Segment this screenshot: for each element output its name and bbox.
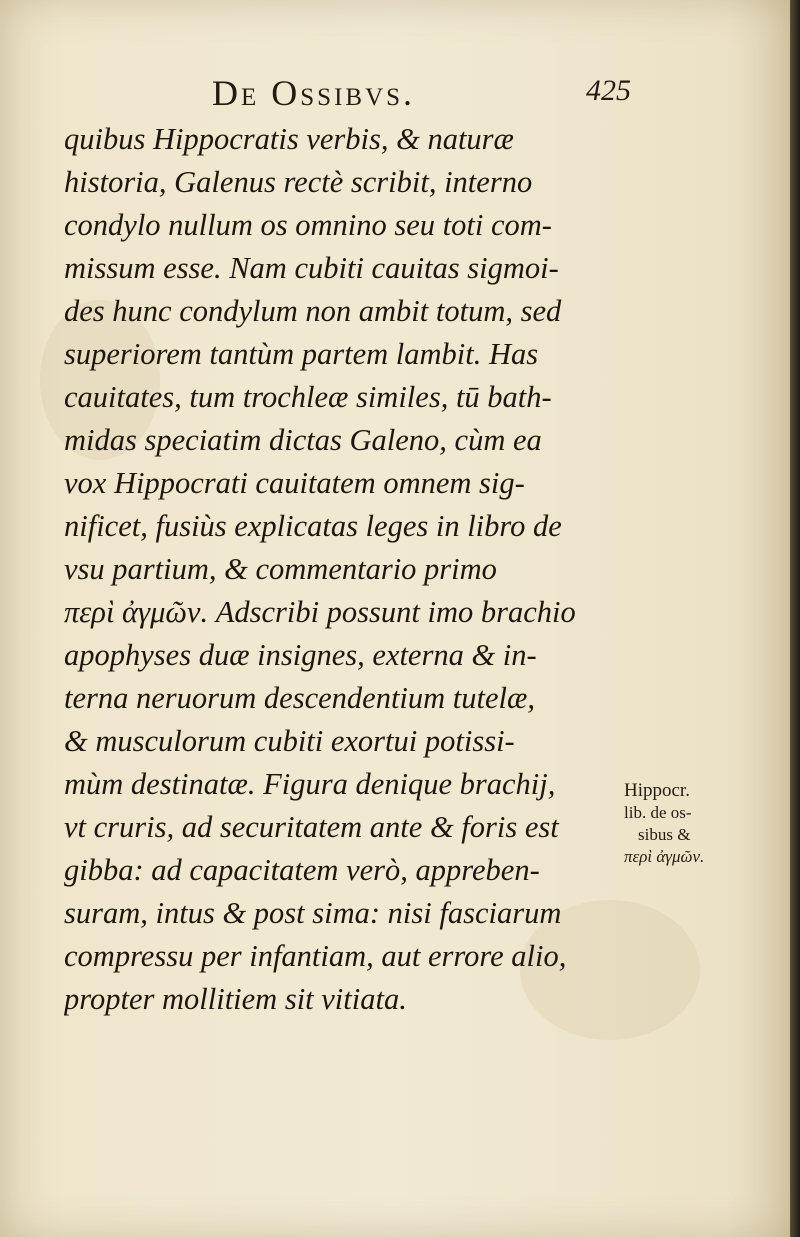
page-header xyxy=(0,72,790,122)
text-line: missum esse. Nam cubiti cauitas sigmoi- xyxy=(64,251,559,285)
text-line: compressu per infantiam, aut errore alio, xyxy=(64,939,567,973)
text-line: midas speciatim dictas Galeno, cùm ea xyxy=(64,423,542,457)
text-line: & musculorum cubiti exortui potissi- xyxy=(64,724,515,758)
text-line: des hunc condylum non ambit totum, sed xyxy=(64,294,562,328)
marginal-line: Hippocr. xyxy=(624,780,690,801)
running-title: De Ossibvs. xyxy=(212,73,416,113)
text-line: propter mollitiem sit vitiata. xyxy=(64,982,407,1016)
marginal-line: περὶ ἀγμῶν. xyxy=(624,847,705,866)
marginal-line: lib. de os- xyxy=(624,803,692,822)
text-line: gibba: ad capacitatem verò, appreben- xyxy=(64,853,540,887)
text-line: suram, intus & post sima: nisi fasciarum xyxy=(64,896,562,930)
text-line: mùm destinatæ. Figura denique brachij, xyxy=(64,767,556,801)
text-line: vsu partium, & commentario primo xyxy=(64,552,497,586)
text-line: apophyses duæ insignes, externa & in- xyxy=(64,638,537,672)
text-line: περὶ ἀγμῶν. Adscribi possunt imo brachio xyxy=(64,595,576,629)
text-line: historia, Galenus rectè scribit, interno xyxy=(64,165,533,199)
text-line: cauitates, tum trochleæ similes, tū bath- xyxy=(64,380,552,414)
text-line: terna neruorum descendentium tutelæ, xyxy=(64,681,535,715)
text-line: superiorem tantùm partem lambit. Has xyxy=(64,337,539,371)
marginal-line: sibus & xyxy=(638,825,691,844)
page-number: 425 xyxy=(586,74,631,107)
text-line: vox Hippocrati cauitatem omnem sig- xyxy=(64,466,525,500)
marginal-note xyxy=(624,780,790,868)
page-edge xyxy=(790,0,800,1237)
text-line: nificet, fusiùs explicatas leges in libro de xyxy=(64,509,562,543)
body-text xyxy=(64,118,624,1021)
text-line: condylo nullum os omnino seu toti com- xyxy=(64,208,552,242)
text-line: quibus Hippocratis verbis, & naturæ xyxy=(64,122,514,156)
text-line: vt cruris, ad securitatem ante & foris est xyxy=(64,810,559,844)
